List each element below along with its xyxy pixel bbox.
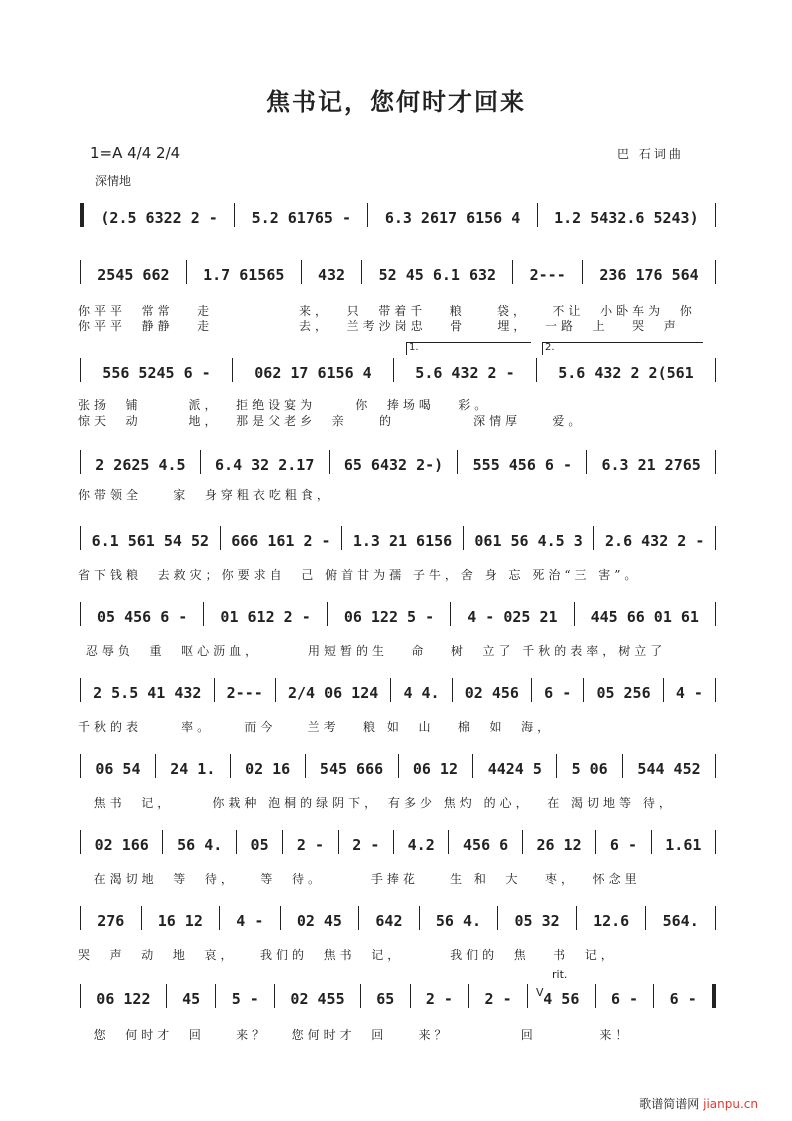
barline <box>80 754 81 778</box>
final-barline <box>712 984 716 1008</box>
measure: 642 <box>375 912 403 930</box>
lyric-line: 张扬 铺 派， 拒绝设宴为 你 捧场喝 彩。 <box>78 398 491 412</box>
barline <box>472 754 473 778</box>
measure: 45 <box>182 990 201 1008</box>
lyric-line: 您 何时才 回 来？ 您何时才 回 来？ 回 来！ <box>78 1028 632 1042</box>
score-row <box>78 262 718 284</box>
barline <box>497 906 498 930</box>
lyric-line: 你平平 静静 走 去， 兰考沙岗忠 骨 埋， 一路 上 哭 声 <box>78 319 680 333</box>
barline <box>527 984 528 1008</box>
measure: 666 161 2 - <box>231 532 331 550</box>
composer-credit: 巴 石词曲 <box>617 147 684 161</box>
measure: 2/4 06 124 <box>287 684 379 702</box>
barline <box>582 260 583 284</box>
barline <box>410 984 411 1008</box>
barline <box>367 203 368 227</box>
barline <box>622 754 623 778</box>
measure: 1.7 61565 <box>203 266 285 284</box>
lyric-line: 忍辱负 重 呕心沥血， 用短暂的生 命 树 立了 千秋的表率，树立了 <box>78 644 667 658</box>
lyric-line: 省下钱粮 去救灾；你要求自 己 俯首甘为孺 子牛，舍 身 忘 死治“三 害”。 <box>78 568 641 582</box>
barline <box>155 754 156 778</box>
measure: 545 666 <box>319 760 384 778</box>
measure: 6.3 21 2765 <box>601 456 701 474</box>
barline <box>329 450 330 474</box>
measure: 6 - <box>610 990 639 1008</box>
measure: 2 5.5 41 432 <box>93 684 202 702</box>
measure: 564. <box>662 912 699 930</box>
lyric-line: 你平平 常常 走 来， 只 带着千 粮 袋， 不让 小卧车为 你 <box>78 304 696 318</box>
measure: 65 <box>376 990 395 1008</box>
measure: 02 455 <box>290 990 345 1008</box>
barline <box>522 830 523 854</box>
measure: 6.3 2617 6156 4 <box>384 209 521 227</box>
barline <box>583 678 584 702</box>
barline <box>220 526 221 550</box>
measure: 6 - <box>669 990 697 1008</box>
barline <box>651 830 652 854</box>
key-signature: 1=A 4/4 2/4 <box>90 144 181 162</box>
barline <box>361 260 362 284</box>
barline <box>338 830 339 854</box>
measure: 26 12 <box>536 836 582 854</box>
measure: 56 4. <box>435 912 482 930</box>
barline <box>468 984 469 1008</box>
barline <box>80 450 81 474</box>
barline <box>593 526 594 550</box>
lyric-line: 焦书 记， 你栽种 泡桐的绿阴下， 有多少 焦灼 的心， 在 渴切地等 待， <box>78 796 675 810</box>
barline <box>80 526 81 550</box>
barline <box>715 754 716 778</box>
measure: 5.6 432 2 - <box>415 364 515 382</box>
measure: 432 <box>317 266 346 284</box>
barline <box>645 906 646 930</box>
barline <box>393 358 394 382</box>
measure: 5.6 432 2 2(561 <box>558 364 694 382</box>
measure: 02 166 <box>94 836 149 854</box>
barline <box>393 830 394 854</box>
barline <box>280 906 281 930</box>
barline <box>232 358 233 382</box>
measure: 16 12 <box>157 912 203 930</box>
tempo-marking: 深情地 <box>95 174 132 188</box>
measure: 05 456 6 - <box>97 608 188 626</box>
barline <box>80 602 81 626</box>
measure: 2.6 432 2 - <box>605 532 705 550</box>
measure: 12.6 <box>593 912 630 930</box>
barline <box>715 450 716 474</box>
barline <box>162 830 163 854</box>
watermark-site: 歌谱简谱网 <box>639 1097 700 1111</box>
barline <box>715 678 716 702</box>
barline <box>419 906 420 930</box>
measure: 06 122 5 - <box>343 608 435 626</box>
measure: 6 - <box>544 684 572 702</box>
barline <box>203 602 204 626</box>
barline <box>715 260 716 284</box>
measure: 061 56 4.5 3 <box>474 532 583 550</box>
measure: 05 32 <box>514 912 560 930</box>
barline <box>663 678 664 702</box>
barline <box>80 260 81 284</box>
volta-bracket-2 <box>542 342 703 355</box>
barline <box>282 830 283 854</box>
barline <box>327 602 328 626</box>
volta-label-2: 2. <box>545 342 555 353</box>
barline <box>715 203 716 227</box>
barline <box>341 526 342 550</box>
barline <box>358 906 359 930</box>
barline <box>715 906 716 930</box>
measure: 4 - 025 21 <box>467 608 558 626</box>
measure: 06 122 <box>96 990 151 1008</box>
measure: 4 - <box>236 912 264 930</box>
volta-label-1: 1. <box>409 342 419 353</box>
lyric-line: 在渴切地 等 待， 等 待。 手捧花 生 和 大 枣， 怀念里 <box>78 872 641 886</box>
measure: 4 56 <box>543 990 580 1008</box>
barline <box>537 203 538 227</box>
barline <box>219 906 220 930</box>
watermark-domain: jianpu.cn <box>703 1097 758 1111</box>
measure: 456 6 <box>463 836 509 854</box>
barline <box>215 984 216 1008</box>
ritardando-mark: rit. <box>552 968 568 981</box>
barline <box>715 602 716 626</box>
measure: 445 66 01 61 <box>590 608 699 626</box>
barline <box>715 358 716 382</box>
measure: 6 - <box>609 836 637 854</box>
measure: 4424 5 <box>487 760 542 778</box>
measure: 2 - <box>425 990 453 1008</box>
barline <box>390 678 391 702</box>
barline <box>653 984 654 1008</box>
score-row <box>78 908 718 930</box>
measure: 2 - <box>296 836 324 854</box>
lyric-line: 千秋的表 率。 而今 兰考 粮 如 山 棉 如 海， <box>78 720 554 734</box>
breath-mark: V <box>536 986 544 999</box>
measure: 2--- <box>226 684 263 702</box>
measure: 276 <box>97 912 125 930</box>
barline <box>236 830 237 854</box>
measure: 56 4. <box>177 836 223 854</box>
barline <box>536 358 537 382</box>
barline <box>80 984 81 1008</box>
measure: 556 5245 6 - <box>102 364 211 382</box>
measure: 02 456 <box>464 684 519 702</box>
barline <box>595 830 596 854</box>
barline <box>80 678 81 702</box>
measure: 01 612 2 - <box>220 608 311 626</box>
barline <box>574 602 575 626</box>
lyric-line: 你带领全 家 身穿粗衣吃粗食， <box>78 488 333 502</box>
lyric-line: 惊天 动 地， 那是父老乡 亲 的 深情厚 爱。 <box>78 414 585 428</box>
barline <box>576 906 577 930</box>
score-row <box>78 680 718 702</box>
measure: 65 6432 2-) <box>343 456 444 474</box>
measure: 02 45 <box>296 912 342 930</box>
measure: 4 - <box>675 684 703 702</box>
measure: (2.5 6322 2 - <box>100 209 218 227</box>
barline <box>531 678 532 702</box>
score-row <box>78 452 718 474</box>
barline <box>715 526 716 550</box>
measure: 4 4. <box>403 684 440 702</box>
measure: 2 2625 4.5 <box>95 456 186 474</box>
barline <box>200 450 201 474</box>
barline <box>234 203 235 227</box>
measure: 236 176 564 <box>599 266 699 284</box>
volta-bracket-1 <box>406 342 531 355</box>
measure: 1.3 21 6156 <box>352 532 453 550</box>
barline <box>556 754 557 778</box>
barline <box>274 984 275 1008</box>
measure: 52 45 6.1 632 <box>378 266 497 284</box>
lyric-line: 哭 声 动 地 哀， 我们的 焦书 记， 我们的 焦 书 记， <box>78 948 617 962</box>
page-title: 焦书记，您何时才回来 <box>266 87 526 116</box>
barline <box>230 754 231 778</box>
barline <box>360 984 361 1008</box>
measure: 06 54 <box>95 760 141 778</box>
measure: 555 456 6 - <box>472 456 572 474</box>
barline <box>301 260 302 284</box>
barline <box>141 906 142 930</box>
barline <box>586 450 587 474</box>
measure: 544 452 <box>637 760 701 778</box>
barline <box>186 260 187 284</box>
barline <box>80 358 81 382</box>
measure: 4.2 <box>407 836 435 854</box>
measure: 2 - <box>352 836 380 854</box>
score-row <box>78 604 718 626</box>
barline <box>166 984 167 1008</box>
measure: 5 06 <box>571 760 608 778</box>
measure: 1.2 5432.6 5243) <box>554 209 699 227</box>
barline <box>398 754 399 778</box>
barline <box>463 526 464 550</box>
measure: 05 256 <box>596 684 651 702</box>
measure: 1.61 <box>665 836 702 854</box>
score-row <box>78 756 718 778</box>
measure: 6.1 561 54 52 <box>91 532 210 550</box>
measure: 02 16 <box>245 760 291 778</box>
measure: 2545 662 <box>97 266 170 284</box>
measure: 05 <box>250 836 269 854</box>
barline <box>457 450 458 474</box>
score-row <box>78 986 718 1008</box>
measure: 062 17 6156 4 <box>254 364 372 382</box>
score-row <box>78 360 718 382</box>
barline <box>595 984 596 1008</box>
barline <box>80 906 81 930</box>
barline <box>448 830 449 854</box>
score-row <box>78 205 718 227</box>
barline <box>80 830 81 854</box>
watermark <box>639 1095 758 1112</box>
score-row <box>78 528 718 550</box>
barline <box>80 203 84 227</box>
measure: 06 12 <box>412 760 458 778</box>
measure: 24 1. <box>170 760 216 778</box>
barline <box>512 260 513 284</box>
measure: 5 - <box>231 990 259 1008</box>
measure: 5.2 61765 - <box>251 209 351 227</box>
measure: 2--- <box>529 266 566 284</box>
barline <box>214 678 215 702</box>
barline <box>452 678 453 702</box>
barline <box>305 754 306 778</box>
measure: 2 - <box>484 990 512 1008</box>
barline <box>450 602 451 626</box>
measure: 6.4 32 2.17 <box>215 456 315 474</box>
score-row <box>78 832 718 854</box>
barline <box>275 678 276 702</box>
barline <box>715 830 716 854</box>
